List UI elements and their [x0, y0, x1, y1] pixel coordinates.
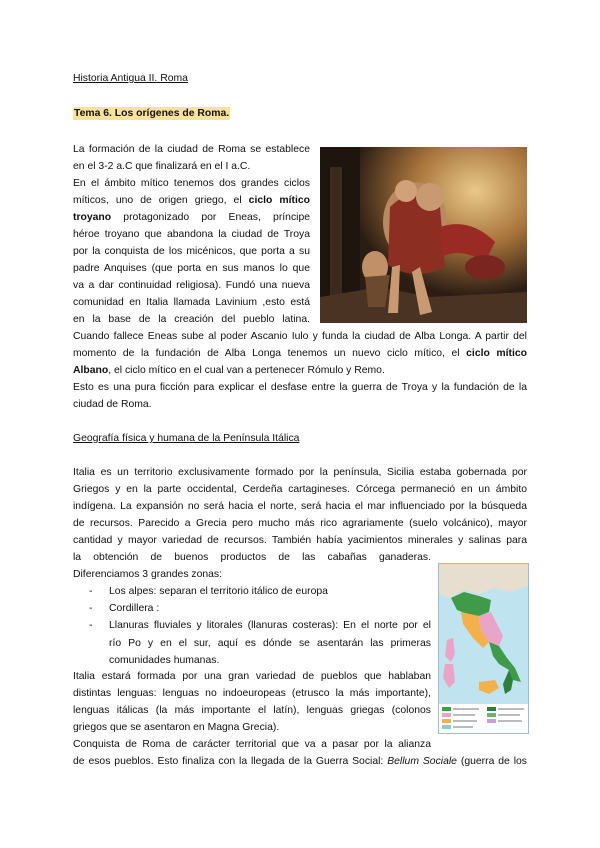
italy-map	[438, 563, 529, 734]
geo-line-3: indígena. La expansión no será hacia el norte, será hacia el mar influenciado por la búsqueda	[73, 501, 527, 512]
zone-bullet: -	[89, 620, 93, 632]
zone-text-line-2: río Po y en el sur, aquí es dónde se asentarán las primeras	[109, 637, 431, 649]
geo-line-12: Conquista de Roma de carácter territorial que va a pasar por la alianza	[73, 739, 431, 750]
intro-line-5	[73, 209, 310, 226]
intro-line-1: La formación de la ciudad de Roma se establece	[73, 144, 310, 155]
geo-line-1: Italia es un territorio exclusivamente formado por la península, Sicilia estaba gobernada por	[73, 467, 527, 478]
zone-text: Los alpes: separan el territorio itálico de europa	[109, 586, 328, 597]
zones-list	[73, 583, 431, 669]
intro-line-8: padre Anquises (que porta en sus manos lo que	[73, 263, 310, 274]
intro-line-2: en el 3-2 a.C que finalizará en el I a.C.	[73, 161, 251, 172]
zone-text-line-1: Llanuras fluviales y litorales (llanuras costeras): En el norte por el	[109, 620, 431, 632]
intro-line-4	[73, 192, 310, 209]
ciclo-albano-bold-2: Albano	[73, 365, 109, 376]
geo-line-7: Diferenciamos 3 grandes zonas:	[73, 569, 223, 580]
intro-line-16: ciudad de Roma.	[73, 399, 152, 410]
zone-item-cordillera	[73, 600, 431, 617]
zone-text-line-3: comunidades humanas.	[109, 654, 220, 666]
intro-line-6: héroe troyano que abandona la ciudad de Troya	[73, 229, 310, 240]
geo-line-2: Griegos y en la parte occidental, Cerdeña cartagineses. Córcega permaneció en un ámbito	[73, 484, 527, 495]
geo-line-5: cantidad y mayor variedad de recursos. También había yacimientos minerales y salinas para	[73, 535, 527, 546]
geo-line-13	[73, 753, 527, 770]
geo-line-6: la obtención de buenos productos de las cabañas ganaderas.	[73, 552, 431, 563]
zone-item-llanuras	[73, 617, 431, 669]
geo-line-4: de recursos. Parecido a Grecia pero mucho más rico agrariamente (suelo volcánico), mayor	[73, 518, 527, 529]
zone-text: Cordillera :	[109, 603, 160, 615]
ciclo-troyano-bold-1: ciclo mítico	[248, 195, 310, 206]
topic-title	[73, 105, 230, 122]
intro-line-14	[73, 362, 385, 379]
intro-line-11: en la base de la creación del pueblo latina.	[73, 314, 310, 325]
bellum-sociale-italic: Bellum Sociale	[387, 756, 457, 767]
geo-line-13-text: de esos pueblos. Esto finaliza con la llegada de la Guerra Social:	[73, 756, 384, 767]
course-title: Historia Antigua II. Roma	[73, 73, 188, 84]
topic-title-highlight: Tema 6. Los orígenes de Roma.	[74, 108, 230, 119]
intro-line-4-text: míticos, uno de origen griego, el	[73, 195, 242, 206]
intro-line-3: En el ámbito mítico tenemos dos grandes ciclos	[73, 178, 310, 189]
intro-line-5-text: protagonizado por Eneas, príncipe	[123, 212, 311, 223]
intro-line-10: comunidad en Italia llamada Lavinium ,esto está	[73, 297, 310, 308]
geo-line-10: lenguas itálicas (la más importante el latín), lenguas griegas (colonos	[73, 705, 431, 716]
intro-line-7: por la conquista de los micénicos, que porta a su	[73, 246, 310, 257]
ciclo-albano-bold-1: ciclo mítico	[466, 348, 527, 359]
zone-bullet: -	[89, 603, 93, 615]
intro-line-9: va a dar continuidad religiosa). Fundó una nueva	[73, 280, 310, 291]
intro-line-13-text: momento de la fundación de Alba Longa tenemos un nuevo ciclo mítico, el	[73, 348, 460, 359]
geo-line-9: distintas lenguas: lenguas no indoeuropeas (etrusco la más importante),	[73, 688, 431, 699]
ciclo-troyano-bold-2: troyano	[73, 212, 112, 223]
zone-item-alps	[73, 583, 431, 600]
geo-heading: Geografía física y humana de la Península Itálica	[73, 433, 300, 444]
geo-line-11: griegos que se asentaron en Magna Grecia).	[73, 722, 280, 733]
intro-line-13	[73, 345, 527, 362]
geo-line-13-end: (guerra de los	[460, 756, 528, 767]
intro-line-12: Cuando fallece Eneas sube al poder Ascanio Iulo y funda la ciudad de Alba Longa. A partir del	[73, 331, 527, 342]
zone-bullet: -	[89, 586, 93, 597]
aeneas-painting	[320, 147, 527, 323]
geo-line-8: Italia estará formada por una gran variedad de pueblos que hablaban	[73, 671, 431, 682]
intro-line-15: Esto es una pura ficción para explicar el desfase entre la guerra de Troya y la fundación de la	[73, 382, 527, 393]
intro-line-14-text: , el ciclo mítico en el cual van a pertenecer Rómulo y Remo.	[108, 365, 385, 376]
aeneas-painting-illustration	[320, 147, 527, 323]
italy-map-illustration	[439, 564, 528, 733]
